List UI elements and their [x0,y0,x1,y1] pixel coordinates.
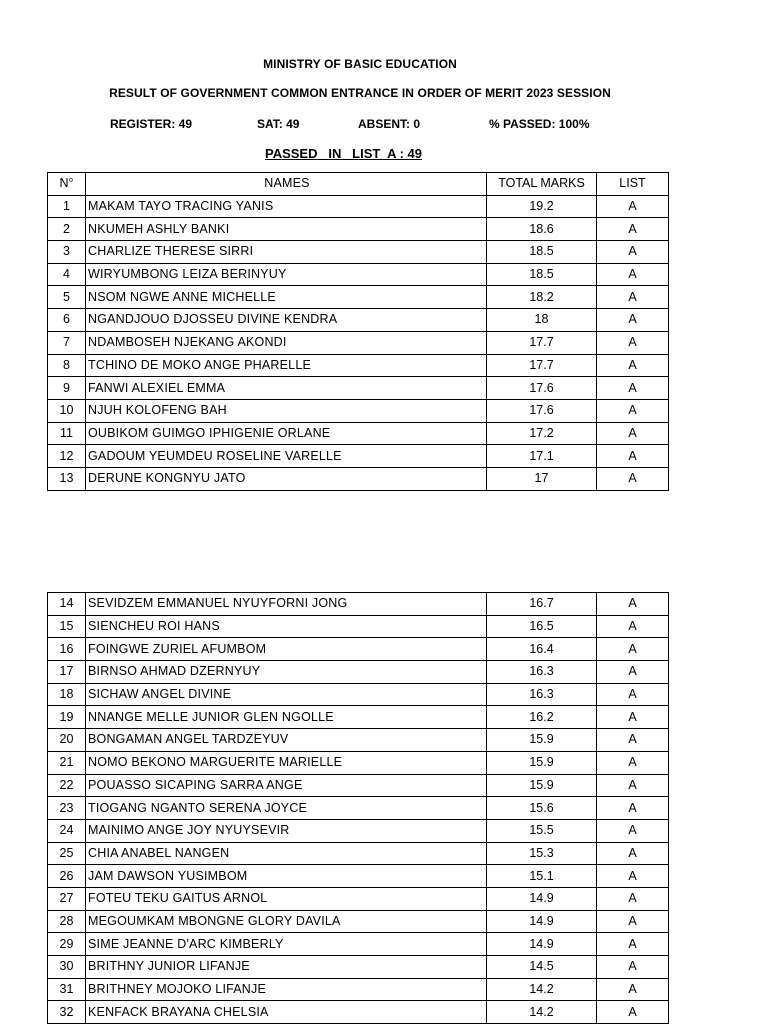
total-marks: 15.9 [487,729,597,752]
student-name: CHIA ANABEL NANGEN [86,842,487,865]
student-name: NOMO BEKONO MARGUERITE MARIELLE [86,751,487,774]
row-number: 13 [48,467,86,490]
table-row [48,751,669,774]
table-row [48,956,669,979]
row-number: 29 [48,933,86,956]
list-letter: A [597,706,669,729]
student-name: BONGAMAN ANGEL TARDZEYUV [86,729,487,752]
list-letter: A [597,377,669,400]
student-name: MAKAM TAYO TRACING YANIS [86,195,487,218]
student-name: NDAMBOSEH NJEKANG AKONDI [86,331,487,354]
list-letter: A [597,1001,669,1024]
row-number: 27 [48,887,86,910]
total-marks: 18 [487,309,597,332]
row-number: 31 [48,978,86,1001]
row-number: 16 [48,638,86,661]
sat-count: SAT: 49 [257,117,300,131]
row-number: 14 [48,593,86,616]
row-number: 3 [48,241,86,264]
student-name: JAM DAWSON YUSIMBOM [86,865,487,888]
table-row [48,887,669,910]
list-letter: A [597,956,669,979]
student-name: FOTEU TEKU GAITUS ARNOL [86,887,487,910]
table-row [48,933,669,956]
total-marks: 16.2 [487,706,597,729]
student-name: FOINGWE ZURIEL AFUMBOM [86,638,487,661]
table-row [48,286,669,309]
table-row [48,593,669,616]
row-number: 5 [48,286,86,309]
table-row [48,797,669,820]
table-row [48,615,669,638]
list-letter: A [597,774,669,797]
student-name: SIME JEANNE D'ARC KIMBERLY [86,933,487,956]
list-letter: A [597,354,669,377]
total-marks: 14.5 [487,956,597,979]
student-name: TIOGANG NGANTO SERENA JOYCE [86,797,487,820]
student-name: WIRYUMBONG LEIZA BERINYUY [86,263,487,286]
table-row [48,661,669,684]
row-number: 6 [48,309,86,332]
total-marks: 16.3 [487,683,597,706]
table-row [48,354,669,377]
list-letter: A [597,593,669,616]
total-marks: 14.9 [487,910,597,933]
table-row [48,445,669,468]
row-number: 2 [48,218,86,241]
total-marks: 18.5 [487,263,597,286]
table-row [48,729,669,752]
list-letter: A [597,887,669,910]
col-header-total-marks: TOTAL MARKS [487,173,597,196]
row-number: 19 [48,706,86,729]
total-marks: 19.2 [487,195,597,218]
table-row [48,422,669,445]
row-number: 24 [48,819,86,842]
total-marks: 18.2 [487,286,597,309]
list-letter: A [597,933,669,956]
total-marks: 14.2 [487,1001,597,1024]
table-row [48,218,669,241]
table-row [48,377,669,400]
list-letter: A [597,683,669,706]
row-number: 15 [48,615,86,638]
student-name: NSOM NGWE ANNE MICHELLE [86,286,487,309]
table-row [48,241,669,264]
row-number: 32 [48,1001,86,1024]
list-letter: A [597,331,669,354]
list-letter: A [597,445,669,468]
total-marks: 16.4 [487,638,597,661]
table-row [48,774,669,797]
col-header-number: N° [48,173,86,196]
row-number: 22 [48,774,86,797]
list-letter: A [597,195,669,218]
student-name: DERUNE KONGNYU JATO [86,467,487,490]
student-name: SIENCHEU ROI HANS [86,615,487,638]
list-letter: A [597,241,669,264]
table-row [48,706,669,729]
list-letter: A [597,286,669,309]
total-marks: 17.1 [487,445,597,468]
student-name: TCHINO DE MOKO ANGE PHARELLE [86,354,487,377]
total-marks: 14.9 [487,933,597,956]
total-marks: 17.6 [487,377,597,400]
ministry-heading: MINISTRY OF BASIC EDUCATION [263,57,457,71]
student-name: BIRNSO AHMAD DZERNYUY [86,661,487,684]
row-number: 28 [48,910,86,933]
total-marks: 16.7 [487,593,597,616]
list-letter: A [597,797,669,820]
results-table-1 [47,172,669,491]
student-name: NKUMEH ASHLY BANKI [86,218,487,241]
table-row [48,910,669,933]
absent-count: ABSENT: 0 [358,117,421,131]
total-marks: 18.6 [487,218,597,241]
row-number: 23 [48,797,86,820]
row-number: 26 [48,865,86,888]
total-marks: 14.2 [487,978,597,1001]
student-name: SICHAW ANGEL DIVINE [86,683,487,706]
total-marks: 15.6 [487,797,597,820]
table-row [48,263,669,286]
row-number: 7 [48,331,86,354]
student-name: BRITHNY JUNIOR LIFANJE [86,956,487,979]
list-letter: A [597,467,669,490]
list-letter: A [597,399,669,422]
student-name: SEVIDZEM EMMANUEL NYUYFORNI JONG [86,593,487,616]
student-name: MAINIMO ANGE JOY NYUYSEVIR [86,819,487,842]
col-header-list: LIST [597,173,669,196]
total-marks: 15.9 [487,751,597,774]
row-number: 12 [48,445,86,468]
list-letter: A [597,842,669,865]
row-number: 21 [48,751,86,774]
list-letter: A [597,615,669,638]
table-row [48,638,669,661]
list-letter: A [597,729,669,752]
total-marks: 15.9 [487,774,597,797]
row-number: 17 [48,661,86,684]
table-row [48,683,669,706]
total-marks: 17.7 [487,354,597,377]
total-marks: 15.3 [487,842,597,865]
list-letter: A [597,865,669,888]
row-number: 4 [48,263,86,286]
student-name: KENFACK BRAYANA CHELSIA [86,1001,487,1024]
table-row [48,399,669,422]
row-number: 25 [48,842,86,865]
table-header-row [48,173,669,196]
list-letter: A [597,263,669,286]
list-letter: A [597,978,669,1001]
student-name: NNANGE MELLE JUNIOR GLEN NGOLLE [86,706,487,729]
student-name: BRITHNEY MOJOKO LIFANJE [86,978,487,1001]
row-number: 30 [48,956,86,979]
list-letter: A [597,309,669,332]
result-title: RESULT OF GOVERNMENT COMMON ENTRANCE IN ORDER OF MERIT 2023 SESSION [109,86,611,100]
list-letter: A [597,910,669,933]
register-count: REGISTER: 49 [110,117,193,131]
student-name: CHARLIZE THERESE SIRRI [86,241,487,264]
table-row [48,842,669,865]
student-name: POUASSO SICAPING SARRA ANGE [86,774,487,797]
total-marks: 17.7 [487,331,597,354]
list-letter: A [597,661,669,684]
student-name: NJUH KOLOFENG BAH [86,399,487,422]
passed-list-heading: PASSED IN LIST A : 49 [265,146,422,161]
col-header-names: NAMES [86,173,487,196]
passed-percentage: % PASSED: 100% [489,117,590,131]
table-row [48,309,669,332]
row-number: 11 [48,422,86,445]
total-marks: 15.5 [487,819,597,842]
row-number: 10 [48,399,86,422]
total-marks: 15.1 [487,865,597,888]
total-marks: 17.6 [487,399,597,422]
student-name: GADOUM YEUMDEU ROSELINE VARELLE [86,445,487,468]
table-row [48,195,669,218]
student-name: FANWI ALEXIEL EMMA [86,377,487,400]
table-row [48,978,669,1001]
table-row [48,865,669,888]
student-name: NGANDJOUO DJOSSEU DIVINE KENDRA [86,309,487,332]
total-marks: 18.5 [487,241,597,264]
list-letter: A [597,819,669,842]
student-name: MEGOUMKAM MBONGNE GLORY DAVILA [86,910,487,933]
list-letter: A [597,751,669,774]
student-name: OUBIKOM GUIMGO IPHIGENIE ORLANE [86,422,487,445]
row-number: 8 [48,354,86,377]
list-letter: A [597,218,669,241]
table-row [48,331,669,354]
total-marks: 16.3 [487,661,597,684]
total-marks: 16.5 [487,615,597,638]
total-marks: 17.2 [487,422,597,445]
total-marks: 17 [487,467,597,490]
list-letter: A [597,638,669,661]
total-marks: 14.9 [487,887,597,910]
row-number: 20 [48,729,86,752]
table-row [48,467,669,490]
row-number: 9 [48,377,86,400]
row-number: 1 [48,195,86,218]
table-row [48,1001,669,1024]
list-letter: A [597,422,669,445]
results-table-2 [47,592,669,1024]
table-row [48,819,669,842]
row-number: 18 [48,683,86,706]
